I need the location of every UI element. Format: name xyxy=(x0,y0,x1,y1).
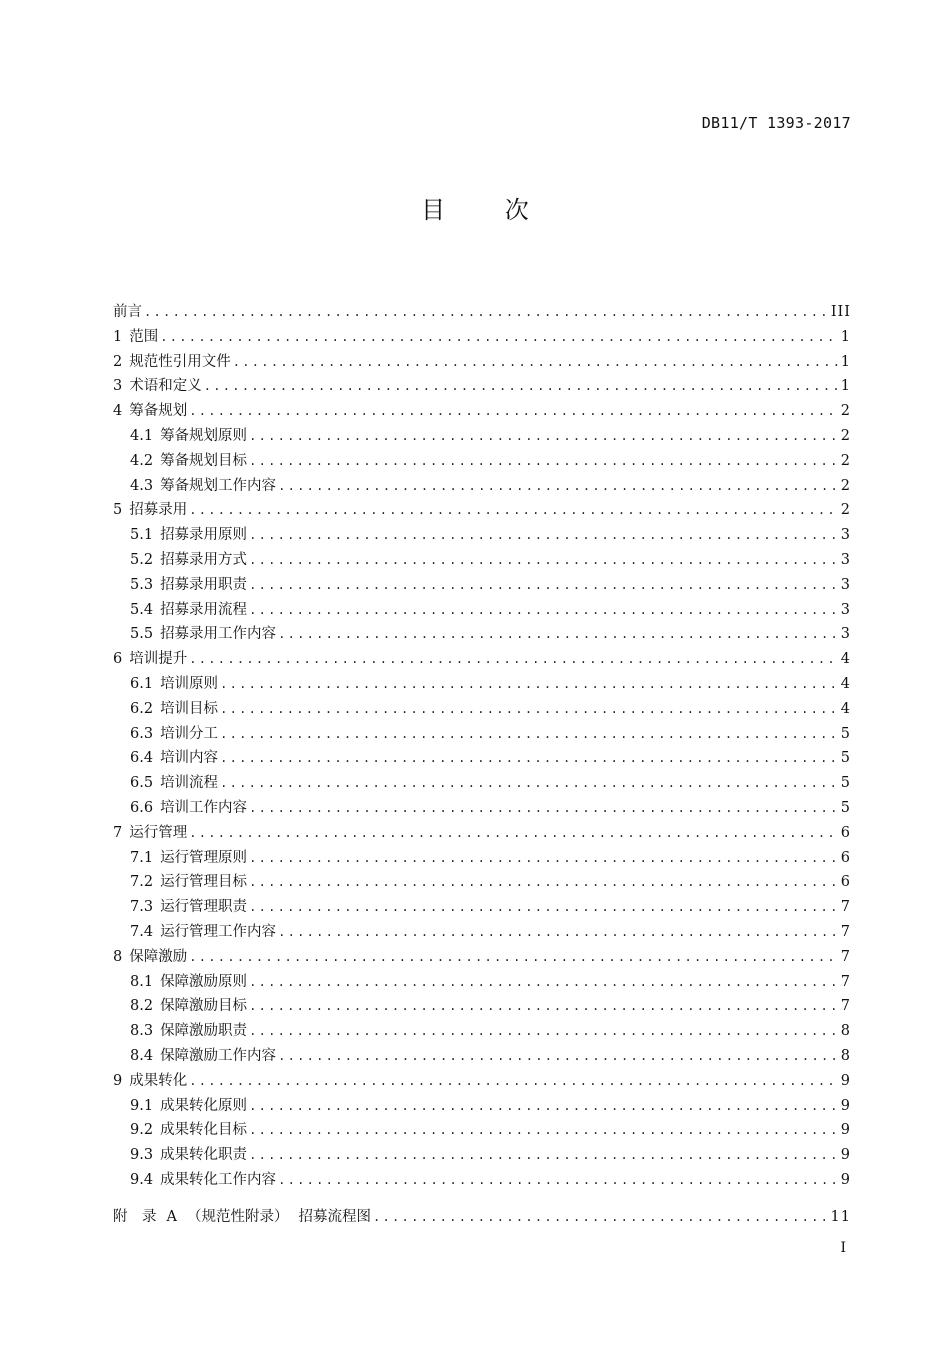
dot-leader xyxy=(189,503,839,517)
toc-entry-label xyxy=(113,821,187,842)
toc-entry-title: 前言 xyxy=(113,304,142,320)
toc-entry-page-number: 9 xyxy=(840,1072,851,1089)
toc-entry-page-number: 2 xyxy=(840,477,851,494)
toc-entry-number: 6.2 xyxy=(130,700,154,717)
annex-label xyxy=(113,1205,371,1226)
toc-entry-title: 成果转化工作内容 xyxy=(160,1171,277,1188)
toc-entry[interactable] xyxy=(113,498,851,523)
toc-entry-title: 培训流程 xyxy=(160,775,219,792)
toc-entry-title: 培训内容 xyxy=(160,750,219,767)
toc-entry-number: 6.5 xyxy=(130,775,154,792)
toc-entry[interactable] xyxy=(113,870,851,895)
toc-entry-number: 5 xyxy=(113,502,123,519)
toc-entry[interactable] xyxy=(113,994,851,1019)
toc-entry-page-number: 8 xyxy=(840,1047,851,1064)
toc-entry-page-number: 2 xyxy=(840,427,851,444)
toc-entry-number: 7.4 xyxy=(130,923,154,940)
toc-entry-number: 9.4 xyxy=(130,1171,154,1188)
toc-entry-page-number: 2 xyxy=(840,403,851,420)
annex-type: （规范性附录） xyxy=(186,1208,289,1225)
toc-entry-label xyxy=(130,895,247,916)
toc-entry-page-number: III xyxy=(830,304,851,320)
toc-entry[interactable] xyxy=(113,821,851,846)
toc-entry-title: 招募录用流程 xyxy=(160,601,248,618)
toc-entry-label xyxy=(130,846,247,867)
toc-entry-number: 5.3 xyxy=(130,576,154,593)
dot-leader xyxy=(144,305,829,319)
dot-leader xyxy=(249,999,839,1013)
toc-entry[interactable] xyxy=(113,1069,851,1094)
toc-entry[interactable] xyxy=(113,325,851,350)
toc-entry-page-number: 5 xyxy=(840,775,851,792)
dot-leader xyxy=(249,875,839,889)
toc-entry-label xyxy=(130,1019,247,1040)
toc-entry-page-number: 3 xyxy=(840,601,851,618)
toc-entry[interactable] xyxy=(113,895,851,920)
toc-entry-title: 运行管理工作内容 xyxy=(160,923,277,940)
toc-entry-page-number: 4 xyxy=(840,700,851,717)
toc-entry-page-number: 4 xyxy=(840,675,851,692)
dot-leader xyxy=(160,330,839,344)
toc-entry-title: 保障激励原则 xyxy=(160,973,248,990)
dot-leader xyxy=(278,1049,839,1063)
toc-entry-label xyxy=(130,796,247,817)
dot-leader xyxy=(249,528,839,542)
toc-entry-number: 6.6 xyxy=(130,799,154,816)
toc-entry-title: 成果转化 xyxy=(129,1072,188,1089)
dot-leader xyxy=(204,379,839,393)
toc-entry-page-number: 6 xyxy=(840,849,851,866)
toc-entry-number: 5.5 xyxy=(130,626,154,643)
toc-entry-label xyxy=(130,573,247,594)
dot-leader xyxy=(278,479,839,493)
dot-leader xyxy=(278,1173,839,1187)
toc-entry-number: 4 xyxy=(113,403,123,420)
toc-entry-title: 范围 xyxy=(129,328,159,345)
toc-entry[interactable] xyxy=(113,920,851,945)
toc-entry-page-number: 8 xyxy=(840,1023,851,1040)
toc-entry-title: 筹备规划目标 xyxy=(160,452,248,469)
toc-entry-title: 规范性引用文件 xyxy=(129,353,231,370)
dot-leader xyxy=(189,1074,839,1088)
toc-entry-label xyxy=(113,399,187,420)
dot-leader xyxy=(220,727,839,741)
toc-entry-title: 运行管理目标 xyxy=(160,874,248,891)
toc-entry-title: 术语和定义 xyxy=(129,378,202,395)
toc-entry-title: 运行管理 xyxy=(129,824,188,841)
toc-entry-label xyxy=(113,325,158,346)
dot-leader xyxy=(249,603,839,617)
toc-entry[interactable] xyxy=(113,1094,851,1119)
toc-entry-title: 成果转化原则 xyxy=(160,1097,248,1114)
toc-entry-number: 9.1 xyxy=(130,1097,154,1114)
dot-leader xyxy=(189,404,839,418)
toc-entry-label xyxy=(130,622,276,643)
toc-entry[interactable] xyxy=(113,945,851,970)
toc-entry-number: 5.4 xyxy=(130,601,154,618)
toc-entry-label xyxy=(130,920,276,941)
toc-entry[interactable] xyxy=(113,523,851,548)
toc-entry[interactable] xyxy=(113,474,851,499)
toc-entry[interactable] xyxy=(113,622,851,647)
toc-entry-page-number: 1 xyxy=(840,378,851,395)
toc-entry-title: 培训目标 xyxy=(160,700,219,717)
toc-annex-entry[interactable] xyxy=(113,1205,851,1230)
dot-leader xyxy=(249,851,839,865)
toc-entry-number: 9.2 xyxy=(130,1122,154,1139)
toc-entry-label xyxy=(130,523,247,544)
toc-entry-label xyxy=(130,672,218,693)
toc-entry-number: 2 xyxy=(113,353,123,370)
toc-entry-page-number: 2 xyxy=(840,502,851,519)
toc-entry-number: 7.2 xyxy=(130,874,154,891)
dot-leader xyxy=(249,1148,839,1162)
toc-entry[interactable] xyxy=(113,374,851,399)
toc-entry-label xyxy=(130,1044,276,1065)
page-title: 目 次 xyxy=(421,196,555,224)
toc-entry-page-number: 5 xyxy=(840,750,851,767)
table-of-contents xyxy=(113,300,851,1229)
toc-entry-page-number: 3 xyxy=(840,527,851,544)
toc-entry-title: 培训工作内容 xyxy=(160,799,248,816)
dot-leader xyxy=(249,429,839,443)
annex-title: 招募流程图 xyxy=(298,1208,371,1225)
dot-leader xyxy=(220,702,839,716)
toc-entry-title: 招募录用原则 xyxy=(160,527,248,544)
toc-entry-page-number: 5 xyxy=(840,725,851,742)
toc-entry-title: 保障激励目标 xyxy=(160,998,248,1015)
toc-entry-label xyxy=(130,424,247,445)
toc-entry-number: 4.1 xyxy=(130,427,154,444)
toc-entry-title: 保障激励 xyxy=(129,948,188,965)
dot-leader xyxy=(249,454,839,468)
dot-leader xyxy=(189,652,839,666)
toc-entry-label xyxy=(130,548,247,569)
dot-leader xyxy=(220,751,839,765)
dot-leader xyxy=(249,553,839,567)
dot-leader xyxy=(220,776,839,790)
toc-entry-page-number: 6 xyxy=(840,874,851,891)
toc-entry-page-number: 7 xyxy=(840,973,851,990)
toc-entry-label xyxy=(113,1069,187,1090)
page-number: I xyxy=(840,1240,846,1256)
toc-entry[interactable] xyxy=(113,449,851,474)
toc-entry-number: 7.1 xyxy=(130,849,154,866)
dot-leader xyxy=(278,925,839,939)
toc-entry-label xyxy=(130,870,247,891)
toc-entry-page-number: 4 xyxy=(840,651,851,668)
toc-entry[interactable] xyxy=(113,300,851,325)
toc-entry-label xyxy=(113,374,202,395)
dot-leader xyxy=(249,975,839,989)
toc-entry-number: 5.1 xyxy=(130,527,154,544)
toc-entry-page-number: 7 xyxy=(840,998,851,1015)
toc-entry-title: 培训分工 xyxy=(160,725,219,742)
toc-entry-title: 招募录用 xyxy=(129,502,188,519)
toc-entry[interactable] xyxy=(113,672,851,697)
dot-leader xyxy=(220,677,839,691)
dot-leader xyxy=(249,1099,839,1113)
toc-entry-number: 7 xyxy=(113,824,123,841)
toc-entry-title: 招募录用工作内容 xyxy=(160,626,277,643)
toc-entry-page-number: 2 xyxy=(840,452,851,469)
toc-entry-number: 8.4 xyxy=(130,1047,154,1064)
toc-entry-number: 8 xyxy=(113,948,123,965)
toc-entry-label xyxy=(130,1143,247,1164)
toc-entry-title: 运行管理职责 xyxy=(160,899,248,916)
dot-leader xyxy=(373,1210,829,1224)
dot-leader xyxy=(233,355,839,369)
toc-entry-label xyxy=(130,994,247,1015)
toc-entry-title: 招募录用方式 xyxy=(160,551,248,568)
toc-entry-page-number: 6 xyxy=(840,824,851,841)
toc-entry-page-number: 5 xyxy=(840,799,851,816)
dot-leader xyxy=(249,801,839,815)
toc-entry-number: 9.3 xyxy=(130,1147,154,1164)
toc-entry[interactable] xyxy=(113,424,851,449)
toc-entry[interactable] xyxy=(113,598,851,623)
annex-prefix: 附 录 xyxy=(113,1208,157,1225)
toc-entry-title: 成果转化职责 xyxy=(160,1147,248,1164)
toc-entry-title: 筹备规划原则 xyxy=(160,427,248,444)
toc-entry-page-number: 1 xyxy=(840,353,851,370)
toc-entry[interactable] xyxy=(113,1118,851,1143)
toc-entry-page-number: 9 xyxy=(840,1097,851,1114)
toc-entry-page-number: 9 xyxy=(840,1122,851,1139)
toc-entry-page-number: 3 xyxy=(840,626,851,643)
standard-code: DB11/T 1393-2017 xyxy=(701,114,851,132)
toc-entry-label xyxy=(113,350,231,371)
toc-entry-title: 保障激励工作内容 xyxy=(160,1047,277,1064)
toc-entry-label xyxy=(113,300,142,321)
toc-entry[interactable] xyxy=(113,1044,851,1069)
toc-entry-title: 保障激励职责 xyxy=(160,1023,248,1040)
toc-entry-number: 6.4 xyxy=(130,750,154,767)
toc-entry[interactable] xyxy=(113,970,851,995)
dot-leader xyxy=(249,900,839,914)
toc-entry[interactable] xyxy=(113,1168,851,1193)
toc-entry-number: 7.3 xyxy=(130,899,154,916)
toc-entry-page-number: 9 xyxy=(840,1171,851,1188)
toc-entry[interactable] xyxy=(113,796,851,821)
toc-entry-page-number: 7 xyxy=(840,948,851,965)
toc-entry[interactable] xyxy=(113,746,851,771)
toc-entry-number: 8.2 xyxy=(130,998,154,1015)
toc-entry-title: 培训提升 xyxy=(129,651,188,668)
toc-entry-label xyxy=(130,771,218,792)
toc-entry-page-number: 9 xyxy=(840,1147,851,1164)
dot-leader xyxy=(189,950,839,964)
toc-entry[interactable] xyxy=(113,548,851,573)
toc-entry-label xyxy=(113,498,187,519)
toc-entry[interactable] xyxy=(113,722,851,747)
toc-entry-label xyxy=(130,697,218,718)
toc-entry-number: 8.1 xyxy=(130,973,154,990)
toc-entry-page-number: 3 xyxy=(840,551,851,568)
annex-letter: A xyxy=(166,1208,177,1225)
toc-entry-label xyxy=(130,722,218,743)
toc-entry[interactable] xyxy=(113,647,851,672)
toc-entry-title: 运行管理原则 xyxy=(160,849,248,866)
toc-entry-label xyxy=(130,1168,276,1189)
toc-entry-number: 6 xyxy=(113,651,123,668)
toc-entry-title: 招募录用职责 xyxy=(160,576,248,593)
toc-entry-number: 9 xyxy=(113,1072,123,1089)
toc-entry-page-number: 7 xyxy=(840,923,851,940)
toc-entry-page-number: 3 xyxy=(840,576,851,593)
toc-entry-label xyxy=(130,598,247,619)
toc-entry-page-number: 7 xyxy=(840,899,851,916)
toc-entry-number: 1 xyxy=(113,328,123,345)
toc-entry[interactable] xyxy=(113,697,851,722)
toc-entry[interactable] xyxy=(113,350,851,375)
toc-entry-number: 3 xyxy=(113,378,123,395)
toc-entry-number: 8.3 xyxy=(130,1023,154,1040)
toc-entry-label xyxy=(113,647,187,668)
toc-entry[interactable] xyxy=(113,846,851,871)
dot-leader xyxy=(249,1123,839,1137)
toc-entry-page-number: 1 xyxy=(840,328,851,345)
toc-entry[interactable] xyxy=(113,771,851,796)
dot-leader xyxy=(189,826,839,840)
toc-entry-label xyxy=(130,449,247,470)
toc-entry-label xyxy=(113,945,187,966)
toc-entry[interactable] xyxy=(113,573,851,598)
toc-entry-title: 培训原则 xyxy=(160,675,219,692)
toc-entry-title: 筹备规划工作内容 xyxy=(160,477,277,494)
toc-entry-label xyxy=(130,1094,247,1115)
toc-entry[interactable] xyxy=(113,1019,851,1044)
toc-entry-title: 成果转化目标 xyxy=(160,1122,248,1139)
dot-leader xyxy=(249,578,839,592)
toc-entry-number: 6.3 xyxy=(130,725,154,742)
toc-entry-label xyxy=(130,746,218,767)
toc-entry[interactable] xyxy=(113,1143,851,1168)
toc-entry-label xyxy=(130,970,247,991)
toc-entry-number: 4.2 xyxy=(130,452,154,469)
toc-entry-number: 5.2 xyxy=(130,551,154,568)
annex-page-number: 11 xyxy=(830,1208,851,1225)
toc-entry-label xyxy=(130,474,276,495)
toc-entry[interactable] xyxy=(113,399,851,424)
toc-entry-number: 6.1 xyxy=(130,675,154,692)
toc-entry-title: 筹备规划 xyxy=(129,403,188,420)
toc-entry-label xyxy=(130,1118,247,1139)
dot-leader xyxy=(278,627,839,641)
dot-leader xyxy=(249,1024,839,1038)
toc-entry-number: 4.3 xyxy=(130,477,154,494)
